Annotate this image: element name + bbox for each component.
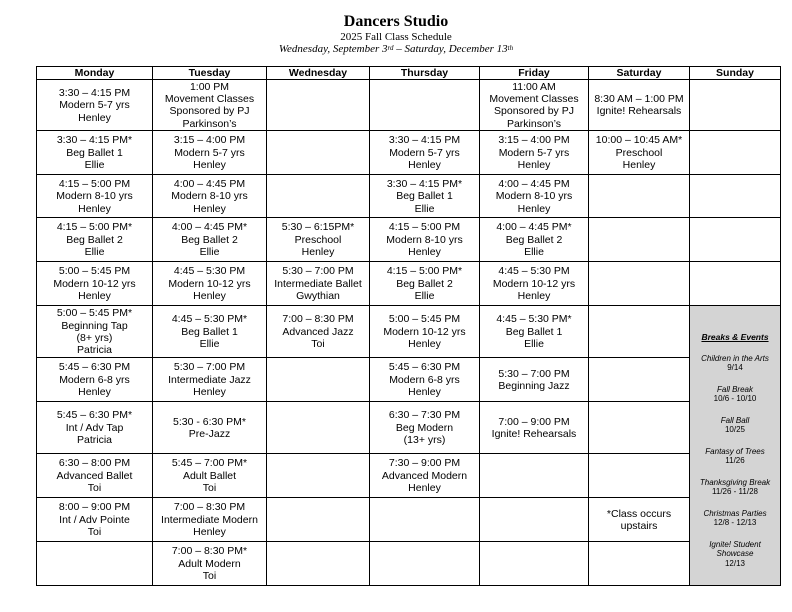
- empty-cell: [267, 542, 370, 586]
- class-cell: [267, 262, 370, 306]
- table-row: [37, 175, 781, 218]
- empty-cell: [589, 454, 690, 498]
- class-cell: [153, 358, 267, 402]
- class-time: 5:00 – 5:45 PM: [58, 265, 131, 278]
- class-time: 3:30 – 4:15 PM: [58, 86, 131, 99]
- class-detail: Beg Ballet 2: [505, 233, 563, 246]
- class-time: 5:30 – 7:00 PM: [498, 367, 570, 380]
- class-detail: Advanced Ballet: [56, 469, 133, 482]
- class-detail: Parkinson’s: [506, 117, 562, 130]
- class-detail: Henley: [193, 386, 226, 399]
- class-time: 4:15 – 5:00 PM: [58, 177, 131, 190]
- class-cell: [370, 175, 480, 218]
- event-name: Ignite! Student Showcase: [709, 539, 761, 559]
- class-cell: [37, 218, 153, 262]
- class-time: *Class occurs: [606, 507, 672, 520]
- class-time: 7:30 – 9:00 PM: [388, 457, 461, 470]
- day-header-monday: Monday: [37, 67, 153, 80]
- class-detail: Henley: [78, 386, 111, 399]
- class-detail: Modern 5-7 yrs: [389, 146, 460, 159]
- class-detail: Modern 6-8 yrs: [59, 373, 130, 386]
- class-detail: Henley: [301, 246, 335, 259]
- class-detail: Modern 6-8 yrs: [389, 373, 460, 386]
- empty-cell: [690, 80, 781, 131]
- class-detail: Patricia: [76, 344, 112, 357]
- class-time: 8:00 – 9:00 PM: [58, 501, 131, 514]
- class-detail: Preschool: [294, 233, 342, 246]
- class-detail: Modern 8-10 yrs: [386, 233, 463, 246]
- table-row: [37, 542, 781, 586]
- class-detail: Advanced Jazz: [282, 325, 354, 338]
- event-date: 10/6 - 10/10: [713, 394, 757, 404]
- class-detail: Modern 5-7 yrs: [174, 146, 245, 159]
- table-row: [37, 218, 781, 262]
- class-time: 5:30 – 6:15PM*: [281, 221, 355, 234]
- class-cell: [370, 402, 480, 454]
- empty-cell: [690, 218, 781, 262]
- class-cell: [153, 542, 267, 586]
- class-time: 4:45 – 5:30 PM*: [171, 313, 248, 326]
- class-detail: Modern 5-7 yrs: [59, 99, 130, 112]
- class-detail: Adult Modern: [178, 557, 241, 570]
- event-date: 11/26 - 11/28: [712, 487, 758, 497]
- class-cell: [267, 218, 370, 262]
- empty-cell: [589, 175, 690, 218]
- event-name: Fall Ball: [720, 415, 750, 425]
- event-date: 12/13: [724, 558, 746, 568]
- class-detail: Henley: [517, 159, 551, 172]
- day-header-row: [37, 67, 781, 80]
- class-detail: Ellie: [414, 202, 435, 215]
- class-cell: [480, 262, 589, 306]
- breaks-events-panel: [690, 306, 781, 586]
- day-header-friday: Friday: [480, 67, 589, 80]
- class-detail: Toi: [202, 570, 217, 583]
- class-cell: [480, 358, 589, 402]
- empty-cell: [267, 175, 370, 218]
- event-name: Children in the Arts: [701, 353, 769, 363]
- empty-cell: [267, 402, 370, 454]
- class-cell: [37, 498, 153, 542]
- class-detail: Modern 8-10 yrs: [171, 190, 248, 203]
- date-start-suffix: rd: [387, 44, 394, 52]
- class-detail: Henley: [517, 202, 551, 215]
- empty-cell: [589, 358, 690, 402]
- empty-cell: [589, 402, 690, 454]
- class-detail: Advanced Modern: [381, 469, 468, 482]
- class-cell: [37, 131, 153, 175]
- class-time: 7:00 – 8:30 PM: [282, 313, 354, 326]
- class-detail: Toi: [202, 482, 217, 495]
- class-time: 4:00 – 4:45 PM*: [496, 221, 572, 234]
- empty-cell: [690, 175, 781, 218]
- empty-cell: [589, 306, 690, 358]
- breaks-events-heading: Breaks & Events: [701, 332, 769, 343]
- empty-cell: [267, 131, 370, 175]
- empty-cell: [589, 262, 690, 306]
- class-detail: Ellie: [199, 338, 220, 351]
- class-time: 5:45 – 6:30 PM: [58, 361, 131, 374]
- class-detail: Beg Ballet 1: [181, 325, 238, 338]
- class-detail: Beg Ballet 1: [396, 190, 453, 203]
- class-detail: Beg Ballet 2: [181, 233, 238, 246]
- class-cell: [153, 80, 267, 131]
- class-cell: [480, 218, 589, 262]
- class-cell: [153, 498, 267, 542]
- class-detail: Parkinson’s: [182, 117, 237, 130]
- class-time: 3:30 – 4:15 PM: [388, 134, 461, 147]
- class-time: 5:45 – 6:30 PM*: [56, 409, 133, 422]
- class-detail: Henley: [78, 290, 111, 303]
- class-time: 4:15 – 5:00 PM: [388, 221, 461, 234]
- class-detail: Movement Classes: [489, 93, 579, 105]
- page-subtitle: 2025 Fall Class Schedule: [340, 31, 452, 43]
- empty-cell: [267, 358, 370, 402]
- class-cell: [37, 306, 153, 358]
- class-detail: Adult Ballet: [182, 469, 237, 482]
- class-detail: Henley: [408, 386, 441, 399]
- class-detail: Beg Ballet 2: [66, 233, 123, 246]
- empty-cell: [690, 131, 781, 175]
- schedule-body: [37, 80, 781, 586]
- class-cell: [37, 262, 153, 306]
- class-detail: Intermediate Jazz: [168, 373, 251, 386]
- class-detail: Modern 8-10 yrs: [495, 190, 573, 203]
- class-detail: Toi: [87, 526, 102, 539]
- event-date: 9/14: [727, 363, 743, 373]
- event-name: Fall Break: [716, 384, 753, 394]
- table-row: [37, 454, 781, 498]
- event-name: Christmas Parties: [703, 508, 767, 518]
- class-time: 11:00 AM: [512, 80, 556, 93]
- class-cell: [589, 131, 690, 175]
- class-detail: Int / Adv Pointe: [59, 513, 130, 526]
- day-header-tuesday: Tuesday: [153, 67, 267, 80]
- day-header-saturday: Saturday: [589, 67, 690, 80]
- class-cell: [480, 131, 589, 175]
- class-detail: Ignite! Rehearsals: [491, 427, 577, 440]
- class-detail: Sponsored by PJ: [169, 105, 250, 118]
- event-name: Fantasy of Trees: [705, 446, 765, 456]
- empty-cell: [589, 542, 690, 586]
- class-time: 3:30 – 4:15 PM*: [56, 134, 133, 147]
- class-time: 7:00 – 8:30 PM: [173, 501, 246, 514]
- class-cell: [480, 175, 589, 218]
- class-time: 5:30 – 7:00 PM: [282, 265, 354, 278]
- schedule-table: [36, 66, 781, 586]
- class-cell: [370, 306, 480, 358]
- class-cell: [37, 454, 153, 498]
- class-cell: [480, 402, 589, 454]
- class-time: 6:30 – 7:30 PM: [388, 409, 461, 422]
- table-row: [37, 131, 781, 175]
- date-start: Wednesday, September 3: [278, 43, 388, 55]
- class-cell: [153, 454, 267, 498]
- table-row: [37, 80, 781, 131]
- class-time: 5:00 – 5:45 PM*: [56, 307, 133, 320]
- class-detail: Henley: [408, 246, 441, 259]
- empty-cell: [267, 498, 370, 542]
- class-detail: Gwythian: [296, 290, 340, 303]
- class-time: 5:00 – 5:45 PM: [388, 313, 461, 326]
- class-time: 4:00 – 4:45 PM: [173, 177, 246, 190]
- class-time: 5:30 – 7:00 PM: [173, 361, 246, 374]
- day-header-wednesday: Wednesday: [267, 67, 370, 80]
- class-detail: Intermediate Modern: [161, 513, 258, 526]
- class-detail: Henley: [78, 202, 111, 215]
- day-header-thursday: Thursday: [370, 67, 480, 80]
- class-time: 6:30 – 8:00 PM: [58, 457, 131, 470]
- day-header-sunday: Sunday: [690, 67, 781, 80]
- class-detail: Pre-Jazz: [188, 427, 231, 440]
- class-detail: Int / Adv Tap: [65, 421, 124, 434]
- date-range: [0, 43, 792, 56]
- empty-cell: [690, 262, 781, 306]
- event-date: 12/8 - 12/13: [713, 518, 757, 528]
- class-detail: Ellie: [199, 246, 220, 259]
- class-cell: [37, 402, 153, 454]
- class-time: 4:45 – 5:30 PM: [173, 265, 246, 278]
- class-detail: Beginning Tap: [61, 319, 128, 332]
- class-detail: Ellie: [524, 338, 544, 351]
- empty-cell: [480, 498, 589, 542]
- class-time: 7:00 – 8:30 PM*: [171, 545, 248, 558]
- class-time: 4:15 – 5:00 PM*: [56, 221, 133, 234]
- class-detail: Toi: [311, 338, 325, 351]
- empty-cell: [370, 498, 480, 542]
- date-end-suffix: th: [507, 44, 514, 52]
- class-detail: Modern 10-12 yrs: [383, 325, 466, 338]
- class-detail: Movement Classes: [164, 93, 255, 105]
- empty-cell: [370, 542, 480, 586]
- class-cell: [589, 80, 690, 131]
- class-detail: Ellie: [84, 159, 105, 172]
- class-cell: [267, 306, 370, 358]
- class-cell: [480, 80, 589, 131]
- class-detail: Sponsored by PJ: [494, 105, 574, 118]
- class-detail: Ellie: [84, 246, 105, 259]
- class-cell: [153, 131, 267, 175]
- class-detail: Modern 10-12 yrs: [492, 277, 576, 290]
- empty-cell: [370, 80, 480, 131]
- class-detail: Modern 10-12 yrs: [168, 277, 251, 290]
- class-detail: Henley: [517, 290, 551, 303]
- class-detail: Beg Ballet 2: [396, 277, 453, 290]
- table-row: [37, 358, 781, 402]
- class-detail: Patricia: [76, 434, 112, 447]
- class-detail: Ellie: [524, 246, 544, 259]
- table-row: [37, 262, 781, 306]
- class-cell: [370, 218, 480, 262]
- schedule-header: [0, 0, 792, 66]
- event-date: 10/25: [724, 425, 746, 435]
- class-detail: Henley: [408, 159, 441, 172]
- class-time: 3:30 – 4:15 PM*: [386, 177, 463, 190]
- class-cell: [37, 175, 153, 218]
- date-end: – Saturday, December 13: [393, 43, 508, 55]
- class-detail: Beg Ballet 1: [66, 146, 123, 159]
- class-detail: Henley: [78, 111, 111, 124]
- class-detail: Preschool: [615, 146, 663, 159]
- class-detail: Ellie: [414, 290, 435, 303]
- class-detail: (8+ yrs): [76, 331, 113, 344]
- empty-cell: [480, 454, 589, 498]
- class-time: 3:15 – 4:00 PM: [173, 134, 246, 147]
- class-time: 8:30 AM – 1:00 PM: [594, 93, 684, 105]
- class-detail: Henley: [622, 159, 656, 172]
- class-time: 4:45 – 5:30 PM*: [496, 313, 572, 326]
- table-row: [37, 498, 781, 542]
- class-cell: [589, 498, 690, 542]
- class-time: 3:15 – 4:00 PM: [498, 134, 570, 147]
- class-detail: Beginning Jazz: [498, 379, 570, 392]
- class-cell: [370, 131, 480, 175]
- class-detail: Ignite! Rehearsals: [596, 105, 682, 118]
- class-cell: [153, 262, 267, 306]
- class-detail: Henley: [408, 482, 441, 495]
- empty-cell: [267, 80, 370, 131]
- class-detail: upstairs: [620, 519, 658, 532]
- class-time: 5:45 – 6:30 PM: [388, 361, 461, 374]
- class-time: 4:00 – 4:45 PM: [498, 177, 570, 190]
- class-cell: [153, 402, 267, 454]
- class-cell: [370, 262, 480, 306]
- class-detail: Henley: [193, 526, 226, 539]
- class-detail: Modern 10-12 yrs: [53, 277, 136, 290]
- class-time: 5:30 - 6:30 PM*: [173, 415, 246, 428]
- class-detail: Henley: [408, 338, 441, 351]
- class-detail: Intermediate Ballet: [274, 277, 362, 290]
- page-title: Dancers Studio: [343, 13, 449, 30]
- class-time: 4:00 – 4:45 PM*: [171, 221, 248, 234]
- class-time: 1:00 PM: [189, 80, 230, 93]
- class-cell: [153, 218, 267, 262]
- class-detail: (13+ yrs): [403, 434, 446, 447]
- table-row: [37, 402, 781, 454]
- class-time: 4:15 – 5:00 PM*: [386, 265, 463, 278]
- class-cell: [153, 175, 267, 218]
- class-detail: Beg Ballet 1: [505, 325, 563, 338]
- class-detail: Toi: [87, 482, 102, 495]
- class-time: 5:45 – 7:00 PM*: [171, 457, 248, 470]
- class-cell: [370, 358, 480, 402]
- class-cell: [370, 454, 480, 498]
- event-name: Thanksgiving Break: [699, 477, 771, 487]
- class-time: 4:45 – 5:30 PM: [498, 265, 570, 278]
- class-cell: [37, 358, 153, 402]
- class-detail: Beg Modern: [395, 421, 454, 434]
- class-cell: [37, 80, 153, 131]
- class-detail: Henley: [193, 159, 226, 172]
- empty-cell: [589, 218, 690, 262]
- table-row: [37, 306, 781, 358]
- empty-cell: [267, 454, 370, 498]
- class-time: 10:00 – 10:45 AM*: [595, 134, 683, 147]
- class-detail: Modern 5-7 yrs: [498, 146, 570, 159]
- empty-cell: [480, 542, 589, 586]
- class-detail: Henley: [193, 290, 226, 303]
- empty-cell: [37, 542, 153, 586]
- event-date: 11/26: [725, 456, 745, 466]
- class-detail: Henley: [193, 202, 226, 215]
- class-cell: [153, 306, 267, 358]
- class-cell: [480, 306, 589, 358]
- class-time: 7:00 – 9:00 PM: [498, 415, 570, 428]
- class-detail: Modern 8-10 yrs: [56, 190, 133, 203]
